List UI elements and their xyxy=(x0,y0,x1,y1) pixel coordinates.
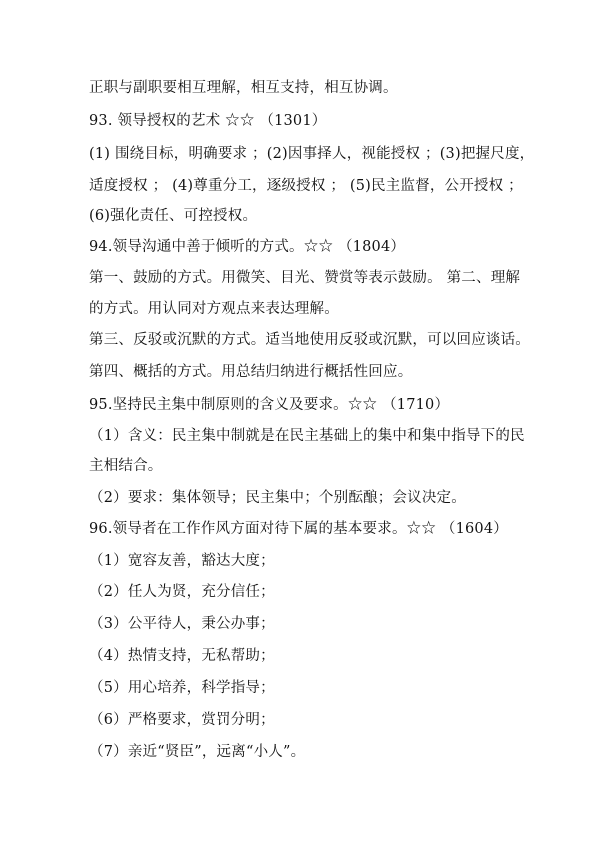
heading-94-listening-methods: 94.领导沟通中善于倾听的方式。☆☆ （1804） xyxy=(89,239,406,255)
text-line: 第三、反驳或沉默的方式。适当地使用反驳或沉默，可以回应谈话。 xyxy=(89,332,530,348)
list-item: （1）宽容友善，豁达大度； xyxy=(89,553,275,569)
text-line: 第一、鼓励的方式。用微笑、目光、赞赏等表示鼓励。 第二、理解 xyxy=(89,270,521,286)
text-line: （2）要求：集体领导；民主集中；个别酝酿；会议决定。 xyxy=(89,490,466,506)
list-item: （5）用心培养，科学指导； xyxy=(89,680,275,696)
heading-95-democratic-centralism: 95.坚持民主集中制原则的含义及要求。☆☆ （1710） xyxy=(89,397,450,413)
text-line: (6)强化责任、可控授权。 xyxy=(89,208,258,224)
list-item: （7）亲近“贤臣”，远离“小人”。 xyxy=(89,744,306,760)
text-line: 第四、概括的方式。用总结归纳进行概括性回应。 xyxy=(89,364,413,380)
text-line: 的方式。用认同对方观点来表达理解。 xyxy=(89,301,339,317)
list-item: （6）严格要求，赏罚分明； xyxy=(89,712,275,728)
text-line-continuation: 正职与副职要相互理解，相互支持，相互协调。 xyxy=(89,80,398,96)
list-item: （2）任人为贤，充分信任； xyxy=(89,584,275,600)
text-line: （1）含义：民主集中制就是在民主基础上的集中和集中指导下的民 xyxy=(89,428,525,444)
heading-96-work-style: 96.领导者在工作作风方面对待下属的基本要求。☆☆ （1604） xyxy=(89,521,508,537)
heading-93-delegation-art: 93. 领导授权的艺术 ☆☆ （1301） xyxy=(89,113,327,129)
text-line: (1) 围绕目标，明确要求 ；(2)因事择人，视能授权 ；(3)把握尺度， xyxy=(89,146,535,162)
list-item: （4）热情支持，无私帮助； xyxy=(89,648,275,664)
list-item: （3）公平待人，秉公办事； xyxy=(89,616,275,632)
text-line: 主相结合。 xyxy=(89,458,163,474)
text-line: 适度授权 ； (4)尊重分工，逐级授权 ； (5)民主监督，公开授权 ； xyxy=(89,178,523,194)
